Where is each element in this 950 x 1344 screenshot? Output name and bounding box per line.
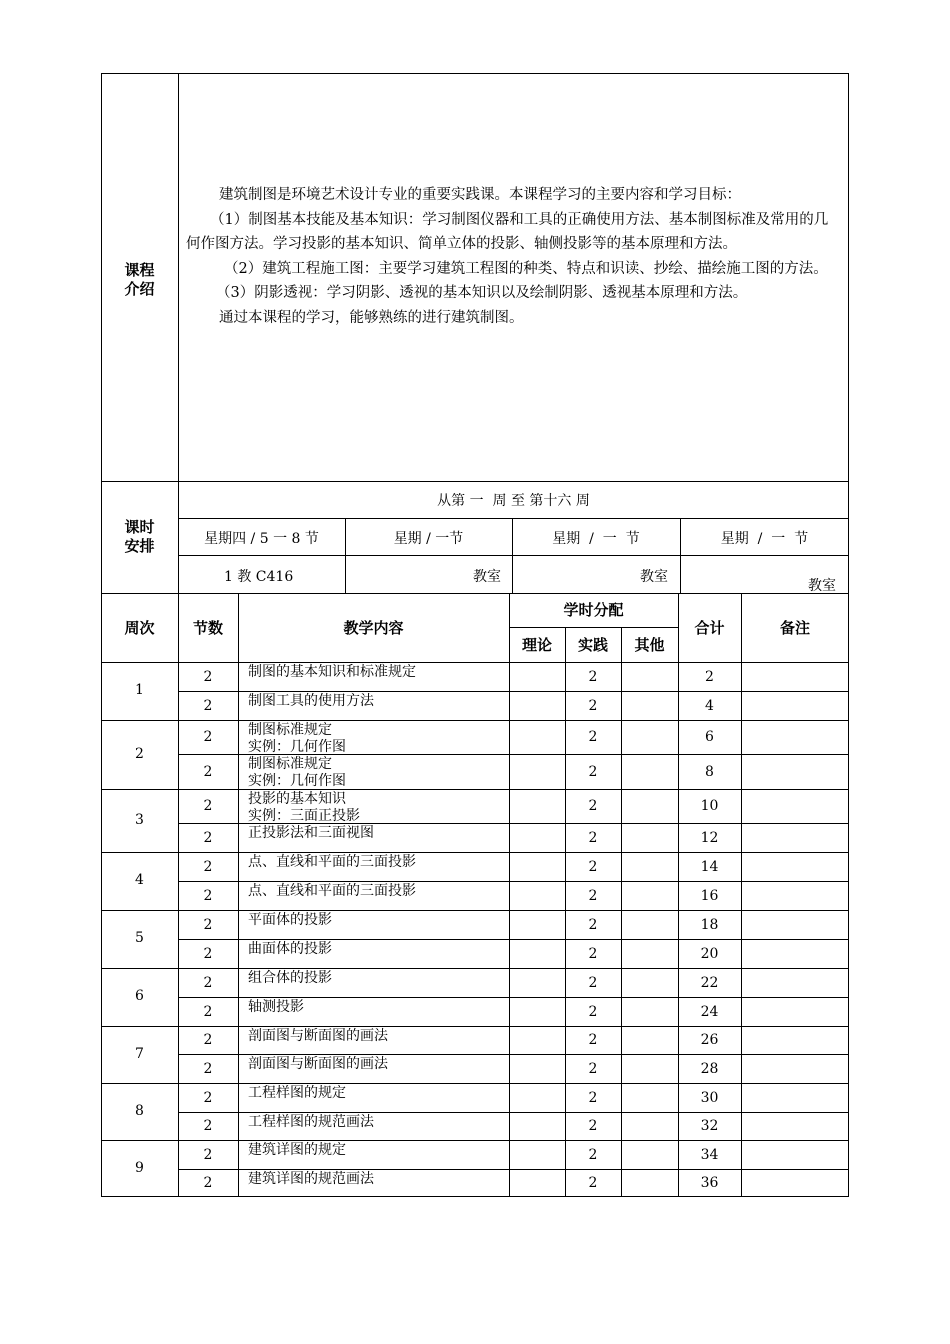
cell-content xyxy=(248,825,374,842)
cell-periods: 2 xyxy=(203,798,213,814)
cell-practice: 2 xyxy=(588,697,598,714)
cell-periods: 2 xyxy=(203,887,213,904)
content-line: 制图工具的使用方法 xyxy=(248,693,374,709)
intro-paragraph: 建筑制图是环境艺术设计专业的重要实践课。本课程学习的主要内容和学习目标： xyxy=(219,187,741,203)
header-practice: 实践 xyxy=(577,636,608,654)
week-number: 1 xyxy=(135,682,144,698)
table-row-line xyxy=(101,852,849,853)
table-row-line xyxy=(101,1140,849,1141)
cell-content xyxy=(248,999,304,1016)
cell-content xyxy=(248,1028,388,1045)
schedule-label-line1: 课时 xyxy=(124,518,155,536)
table-row-line xyxy=(178,1054,849,1055)
cell-periods: 2 xyxy=(203,1118,213,1134)
schedule-room-1: 1 教 C416 xyxy=(224,569,294,585)
cell-practice: 2 xyxy=(588,1175,598,1191)
cell-content xyxy=(248,941,332,958)
course-intro-text xyxy=(186,183,842,330)
content-line: 投影的基本知识 xyxy=(248,791,346,807)
content-line: 建筑详图的规定 xyxy=(248,1142,346,1158)
cell-total: 32 xyxy=(700,1118,719,1134)
cell-periods: 2 xyxy=(203,763,213,780)
cell-total: 36 xyxy=(700,1175,719,1191)
cell-practice: 2 xyxy=(588,887,598,904)
week-number: 5 xyxy=(135,930,144,946)
header-theory: 理论 xyxy=(521,636,552,654)
header-hours-allocation: 学时分配 xyxy=(563,601,624,619)
cell-practice: 2 xyxy=(588,858,598,875)
cell-periods: 2 xyxy=(203,1003,213,1020)
schedule-room-4: 教室 xyxy=(808,578,836,594)
cell-total: 6 xyxy=(705,729,714,745)
header-periods: 节数 xyxy=(192,619,223,637)
header-total: 合计 xyxy=(694,619,725,637)
week-number: 2 xyxy=(135,745,144,762)
content-line: 制图标准规定 xyxy=(248,756,332,772)
schedule-room-3: 教室 xyxy=(640,569,668,585)
cell-content xyxy=(248,883,416,900)
header-notes: 备注 xyxy=(779,619,810,637)
cell-total: 12 xyxy=(700,829,719,846)
content-line: 平面体的投影 xyxy=(248,912,332,928)
week-number: 9 xyxy=(135,1159,144,1176)
table-col-line xyxy=(238,593,239,1197)
cell-practice: 2 xyxy=(588,829,598,846)
content-line: 曲面体的投影 xyxy=(248,941,332,957)
cell-total: 34 xyxy=(700,1146,719,1163)
table-row-line xyxy=(178,881,849,882)
schedule-slot-4: 星期 / 一 节 xyxy=(720,531,809,547)
cell-content xyxy=(248,1085,346,1102)
header-content: 教学内容 xyxy=(343,619,404,637)
table-row-line xyxy=(178,691,849,692)
table-row-line xyxy=(178,939,849,940)
cell-practice: 2 xyxy=(588,1118,598,1134)
week-number: 3 xyxy=(135,811,144,828)
cell-content xyxy=(248,854,416,871)
table-row-line xyxy=(101,789,849,790)
content-line: 点、直线和平面的三面投影 xyxy=(248,883,416,899)
schedule-label xyxy=(101,518,178,556)
cell-content xyxy=(248,664,416,681)
table-row-line xyxy=(101,968,849,969)
table-row-line xyxy=(101,1083,849,1084)
intro-paragraph: （3）阴影透视：学习阴影、透视的基本知识以及绘制阴影、透视基本原理和方法。 xyxy=(216,285,748,301)
table-row-line xyxy=(178,1112,849,1113)
cell-practice: 2 xyxy=(588,798,598,814)
cell-content xyxy=(248,1171,374,1188)
cell-periods: 2 xyxy=(203,697,213,714)
intro-bottom-border xyxy=(101,481,849,482)
table-row-line xyxy=(101,720,849,721)
intro-label xyxy=(101,261,178,299)
content-line: 制图标准规定 xyxy=(248,722,332,738)
table-row-line xyxy=(101,910,849,911)
cell-content xyxy=(248,912,332,929)
schedule-slot-2: 星期 / 一节 xyxy=(393,531,464,547)
cell-practice: 2 xyxy=(588,974,598,991)
week-number: 6 xyxy=(135,988,144,1004)
intro-paragraph: （1）制图基本技能及基本知识：学习制图仪器和工具的正确使用方法、基本制图标准及常用的几何作图方法。学习投影的基本知识、简单立体的投影、轴侧投影等的基本原理和方法。 xyxy=(186,211,829,252)
cell-practice: 2 xyxy=(588,1146,598,1163)
header-bottom-border xyxy=(101,662,849,663)
table-row-line xyxy=(178,997,849,998)
cell-content xyxy=(248,693,374,710)
intro-divider xyxy=(178,73,179,594)
cell-total: 2 xyxy=(705,668,714,685)
cell-periods: 2 xyxy=(203,916,213,933)
intro-label-line1: 课程 xyxy=(124,261,155,279)
intro-paragraph: 通过本课程的学习，能够熟练的进行建筑制图。 xyxy=(219,309,524,326)
content-line: 点、直线和平面的三面投影 xyxy=(248,854,416,870)
content-line: 组合体的投影 xyxy=(248,970,332,986)
cell-periods: 2 xyxy=(203,1089,213,1106)
cell-periods: 2 xyxy=(203,668,213,685)
cell-total: 24 xyxy=(700,1003,719,1020)
content-line: 剖面图与断面图的画法 xyxy=(248,1056,388,1072)
header-other: 其他 xyxy=(634,636,665,654)
content-line: 实例：几何作图 xyxy=(248,773,346,789)
content-line: 工程样图的规范画法 xyxy=(248,1114,374,1130)
cell-periods: 2 xyxy=(203,829,213,846)
cell-total: 18 xyxy=(700,916,719,933)
week-number: 8 xyxy=(135,1102,144,1119)
cell-total: 26 xyxy=(700,1032,719,1048)
cell-total: 30 xyxy=(700,1089,719,1106)
header-week: 周次 xyxy=(124,619,155,637)
cell-practice: 2 xyxy=(588,1089,598,1106)
intro-label-line2: 介绍 xyxy=(124,280,155,298)
content-line: 建筑详图的规范画法 xyxy=(248,1171,374,1187)
intro-paragraph: （2）建筑工程施工图：主要学习建筑工程图的种类、特点和识读、抄绘、描绘施工图的方法。 xyxy=(224,260,828,277)
content-line: 工程样图的规定 xyxy=(248,1085,346,1101)
cell-total: 8 xyxy=(705,763,714,780)
cell-periods: 2 xyxy=(203,1032,213,1048)
cell-content xyxy=(248,722,346,756)
schedule-slot-3: 星期 / 一 节 xyxy=(552,531,640,547)
cell-content xyxy=(248,970,332,987)
cell-total: 16 xyxy=(700,887,719,904)
cell-content xyxy=(248,1142,346,1159)
week-number: 7 xyxy=(135,1045,144,1062)
cell-total: 22 xyxy=(700,974,719,991)
cell-periods: 2 xyxy=(203,1146,213,1163)
table-row-line xyxy=(178,1169,849,1170)
cell-periods: 2 xyxy=(203,858,213,875)
cell-practice: 2 xyxy=(588,729,598,745)
schedule-room-2: 教室 xyxy=(473,569,501,585)
cell-total: 20 xyxy=(700,945,719,962)
schedule-row-line xyxy=(178,518,849,519)
table-col-line xyxy=(509,593,510,1197)
cell-practice: 2 xyxy=(588,1032,598,1048)
cell-periods: 2 xyxy=(203,729,213,745)
schedule-slot-1: 星期四 / 5 一 8 节 xyxy=(204,531,319,547)
cell-periods: 2 xyxy=(203,945,213,962)
week-range: 从第 一 周 至 第十六 周 xyxy=(437,493,590,509)
cell-periods: 2 xyxy=(203,974,213,991)
content-line: 实例：几何作图 xyxy=(248,739,346,755)
schedule-row-line xyxy=(178,555,849,556)
header-subline xyxy=(509,627,678,628)
cell-periods: 2 xyxy=(203,1175,213,1191)
cell-total: 10 xyxy=(700,798,719,814)
table-col-line xyxy=(741,593,742,1197)
cell-practice: 2 xyxy=(588,945,598,962)
week-number: 4 xyxy=(135,872,144,888)
cell-practice: 2 xyxy=(588,1060,598,1077)
cell-periods: 2 xyxy=(203,1060,213,1077)
cell-content xyxy=(248,1114,374,1131)
cell-content xyxy=(248,1056,388,1073)
table-row-line xyxy=(101,1026,849,1027)
cell-practice: 2 xyxy=(588,668,598,685)
schedule-bottom-border xyxy=(101,593,849,594)
content-line: 剖面图与断面图的画法 xyxy=(248,1028,388,1044)
cell-practice: 2 xyxy=(588,916,598,933)
content-line: 实例：三面正投影 xyxy=(248,808,360,824)
content-line: 轴测投影 xyxy=(248,999,304,1015)
cell-practice: 2 xyxy=(588,763,598,780)
cell-content xyxy=(248,791,360,825)
schedule-label-line2: 安排 xyxy=(124,537,155,555)
content-line: 制图的基本知识和标准规定 xyxy=(248,664,416,680)
cell-practice: 2 xyxy=(588,1003,598,1020)
cell-total: 14 xyxy=(700,858,719,875)
content-line: 正投影法和三面视图 xyxy=(248,825,374,841)
cell-total: 4 xyxy=(705,697,714,714)
cell-total: 28 xyxy=(700,1060,719,1077)
cell-content xyxy=(248,756,346,790)
